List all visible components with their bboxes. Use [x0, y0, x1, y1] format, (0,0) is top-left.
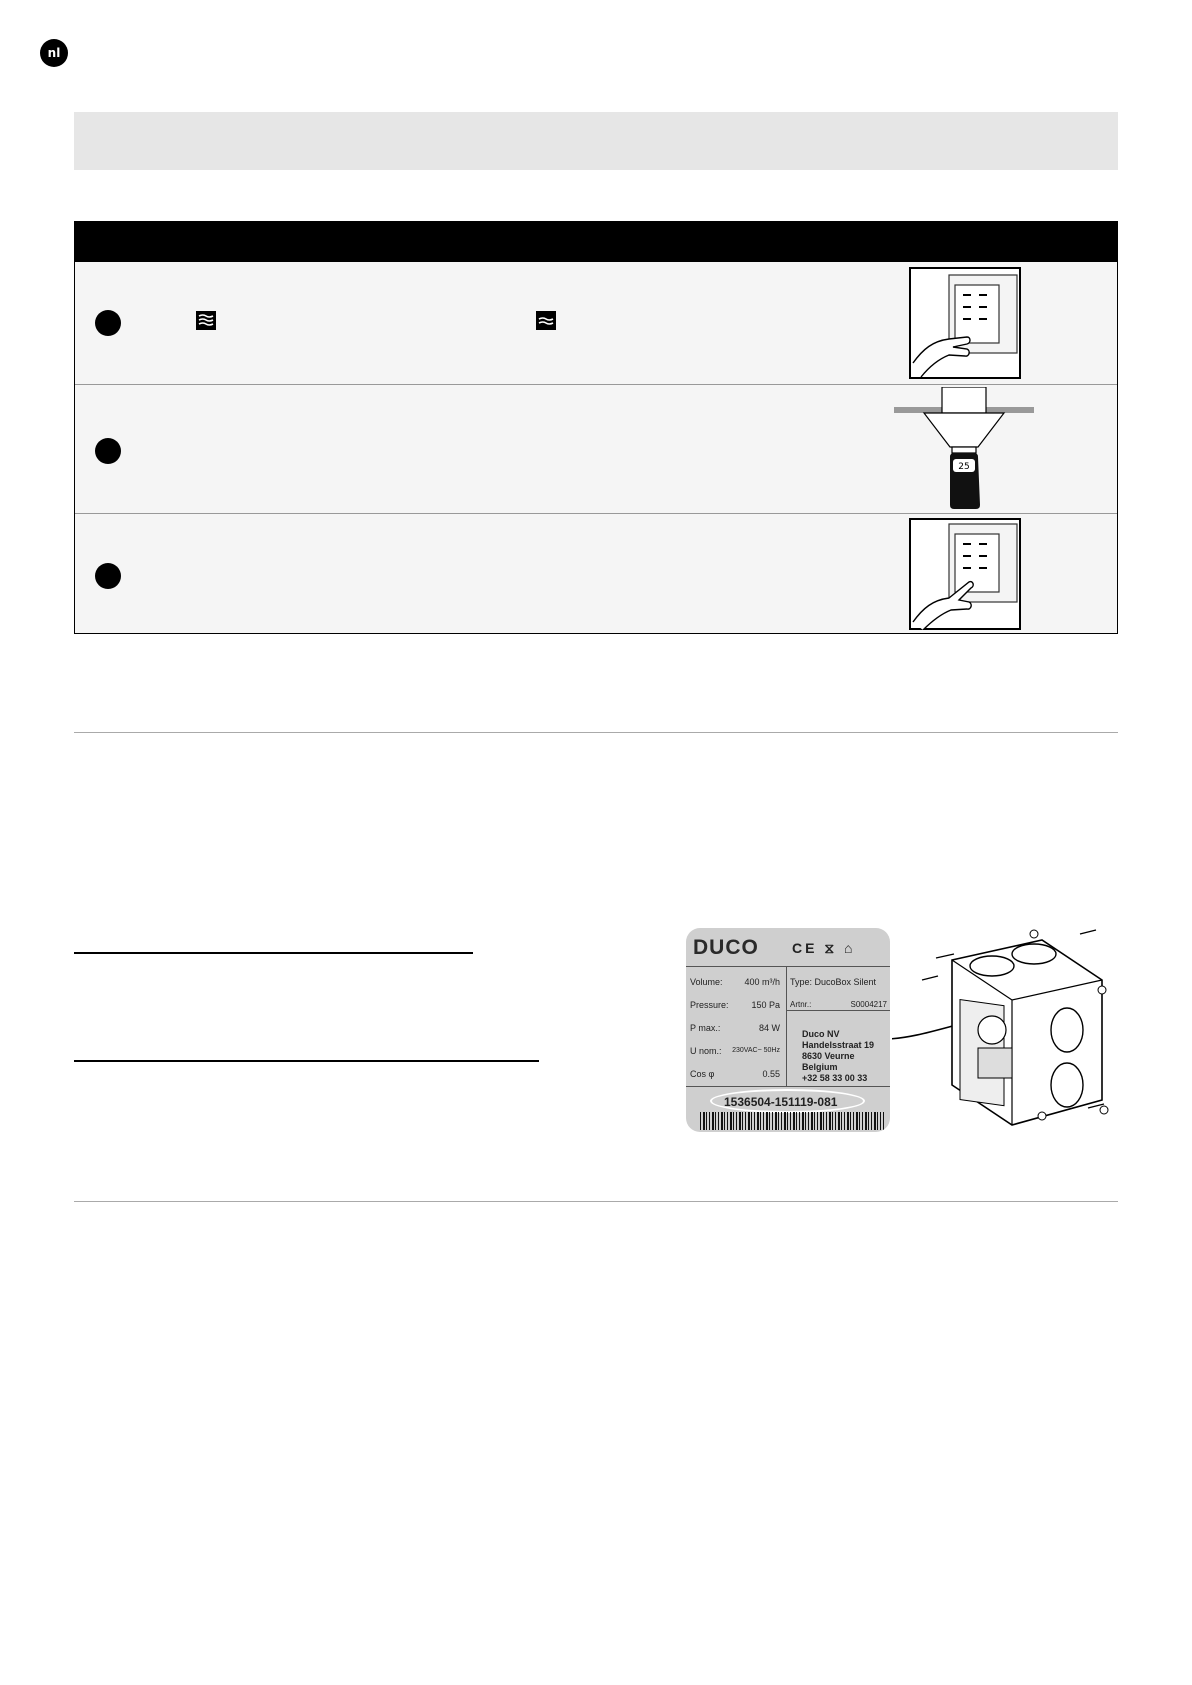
artnr-label: Artnr.: [790, 1000, 812, 1009]
section-title-banner [74, 112, 1118, 170]
address-line: Belgium [802, 1062, 838, 1072]
step-table [74, 221, 1118, 634]
cos-label: Cos φ [690, 1069, 715, 1079]
step-row-3 [75, 514, 1117, 635]
step-number-dot [95, 438, 121, 464]
address-line: Handelsstraat 19 [802, 1040, 875, 1050]
barcode [700, 1112, 884, 1130]
pressure-value: 150 Pa [751, 1000, 780, 1010]
high-mode-icon [196, 311, 216, 330]
table-header [75, 222, 1117, 262]
unom-value: 230VAC~ 50Hz [732, 1047, 780, 1054]
step-number-dot [95, 310, 121, 336]
hand-pressing-switch-illustration [909, 518, 1021, 630]
pmax-label: P max.: [690, 1023, 721, 1033]
pressure-label: Pressure: [690, 1000, 729, 1010]
address-line: 8630 Veurne [802, 1051, 855, 1061]
serial-highlight-ellipse [710, 1089, 865, 1113]
type-text: Type: DucoBox Silent [790, 977, 877, 987]
address-line: +32 58 33 00 33 [802, 1073, 868, 1083]
heading-underline [74, 1060, 539, 1062]
language-badge: nl [40, 39, 68, 67]
pmax-value: 84 W [758, 1023, 780, 1033]
step-number-dot [95, 563, 121, 589]
hand-pressing-switch-illustration [909, 267, 1021, 379]
medium-mode-icon [536, 311, 556, 330]
anemometer-measurement-illustration [894, 387, 1034, 509]
address-line: Duco NV [802, 1029, 840, 1039]
unom-label: U nom.: [690, 1046, 722, 1056]
volume-value: 400 m³/h [744, 977, 780, 987]
artnr-value: S0004217 [850, 1000, 887, 1009]
step-row-1 [75, 262, 1117, 385]
heading-underline [74, 952, 473, 954]
step-row-2 [75, 385, 1117, 514]
serial-number: 1536504-151119-081 [724, 1095, 838, 1109]
brand-logo: DUCO [693, 936, 759, 959]
gauge-reading: 25 [958, 462, 970, 472]
section-divider [74, 1201, 1118, 1202]
type-plate-label [686, 928, 890, 1132]
certification-marks: CE ⧖ ⌂ [792, 940, 856, 956]
cos-value: 0.55 [762, 1069, 780, 1079]
ducobox-unit-illustration [892, 920, 1112, 1135]
volume-label: Volume: [690, 977, 723, 987]
section-divider [74, 732, 1118, 733]
